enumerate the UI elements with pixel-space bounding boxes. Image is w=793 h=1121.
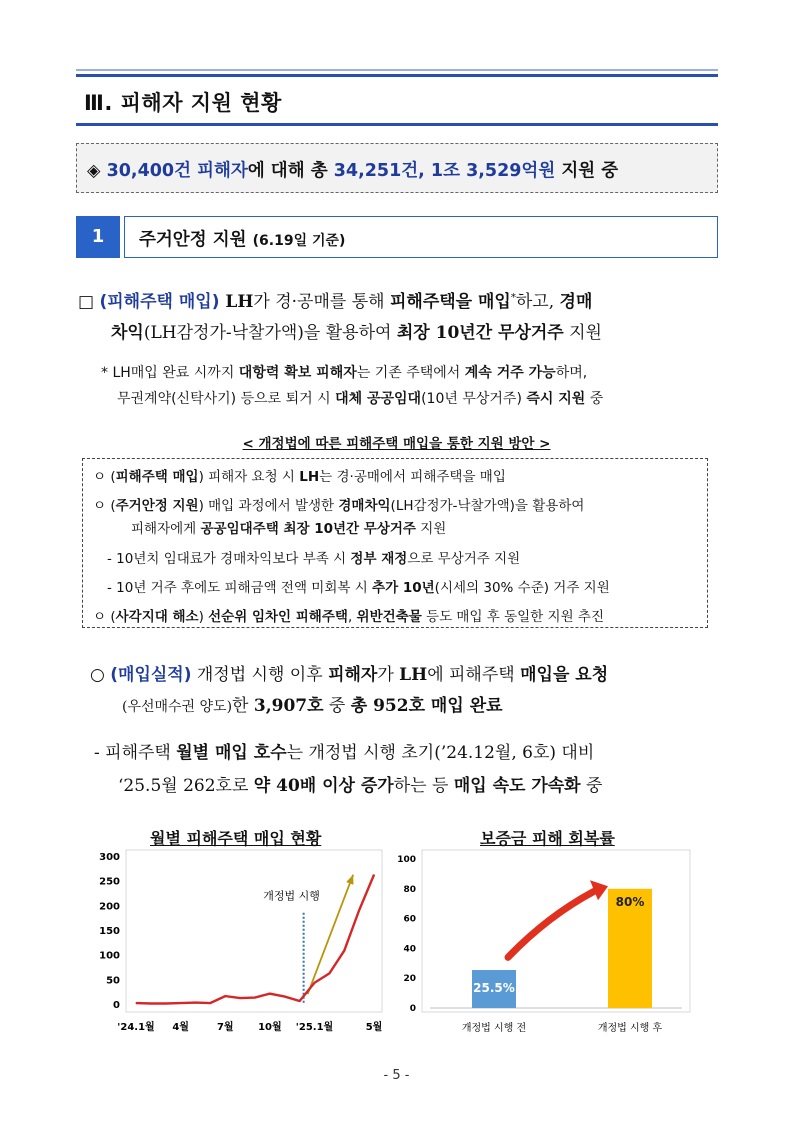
para3-line2: [118, 771, 602, 796]
data-point: [195, 1002, 196, 1003]
policy-row: [131, 517, 446, 537]
policy-emph: 추가 10년: [372, 580, 435, 596]
policy-text: 지원: [415, 521, 447, 537]
x-tick-label: '25.1월: [295, 1022, 334, 1033]
data-point: [359, 910, 360, 911]
data-point: [135, 1002, 136, 1003]
para1-text: 가 경·공매를 통해: [253, 292, 390, 312]
summary-mid: 에 대해 총: [247, 161, 334, 181]
policy-text: ㅇ (: [93, 498, 116, 514]
note-emph: 계속 거주 가능: [464, 365, 556, 381]
summary-tail: 지원 중: [555, 161, 619, 181]
note-text: (10년 무상거주): [421, 391, 527, 407]
y-tick-label: 150: [99, 926, 120, 937]
policy-row: [107, 547, 520, 567]
bar-chart-title: 보증금 피해 회복률: [480, 829, 615, 848]
data-point: [180, 1002, 181, 1003]
summary-line: [87, 157, 618, 182]
policy-text: ) 피해자 요청 시: [198, 469, 300, 485]
para2-emph: 매입을 요청: [520, 665, 609, 685]
data-point: [240, 997, 241, 998]
section-title: Ⅲ. 피해자 지원 현황: [84, 91, 282, 115]
policy-emph: LH: [299, 469, 320, 485]
policy-title: [0, 432, 793, 452]
para1-emph: 경매: [559, 292, 593, 312]
policy-text: ,: [347, 609, 357, 625]
x-tick-label: 4월: [172, 1022, 189, 1033]
x-category-label: 개정법 시행 후: [597, 1023, 663, 1034]
policy-text: ) 매입 과정에서 발생한: [198, 498, 339, 514]
note-text: * LH매입 완료 시까지: [101, 365, 239, 381]
y-tick-label: 0: [113, 1000, 120, 1011]
subsection-title: [139, 226, 345, 251]
policy-box: [82, 458, 708, 628]
note-text: 무권계약(신탁사기) 등으로 퇴거 시: [117, 391, 336, 407]
note-emph: 즉시 지원: [526, 391, 586, 407]
y-tick-label: 20: [403, 974, 416, 985]
line-chart-title: 월별 피해주택 매입 현황: [150, 829, 322, 848]
data-point: [150, 1003, 151, 1004]
para2-line2: [122, 691, 503, 716]
para2-text: 에 피해주택: [427, 665, 521, 685]
para2-text: 개정법 시행 이후: [191, 665, 329, 685]
policy-text: (LH감정가-낙찰가액)을 활용하여: [390, 498, 585, 514]
subsection-title-text: 주거안정 지원: [139, 230, 247, 250]
y-tick-label: 50: [106, 975, 120, 987]
para1-text: 지원: [563, 323, 602, 343]
policy-text: - 10년 거주 후에도 피해금액 전액 미회복 시: [107, 580, 373, 596]
para2-text: 가: [377, 665, 400, 685]
para3-text: 하는 등: [393, 776, 454, 796]
circle-bullet: ○: [90, 665, 105, 685]
policy-emph: 정부 재정: [350, 551, 408, 567]
policy-text: 등도 매입 후 동일한 지원 추진: [421, 609, 604, 625]
para1-emph: 차익: [111, 323, 144, 343]
para2-text: (우선매수권 양도): [122, 699, 233, 715]
policy-text: ㅇ (: [93, 469, 116, 485]
y-tick-label: 300: [99, 852, 120, 863]
para2-text: 중: [323, 696, 351, 716]
para3-text: 는 개정법 시행 초기(’24.12월, 6호) 대비: [286, 743, 595, 763]
annotation-label: 개정법 시행: [263, 889, 320, 903]
plot-frame: [126, 850, 382, 1012]
x-tick-label: '24.1월: [117, 1022, 155, 1033]
policy-text: ㅇ (: [93, 609, 116, 625]
policy-row: [93, 494, 584, 514]
y-tick-label: 200: [99, 901, 120, 913]
policy-row: [93, 465, 506, 485]
page-number: - 5 -: [383, 1068, 410, 1083]
x-category-label: 개정법 시행 전: [461, 1023, 527, 1034]
bar-value-label: 80%: [615, 894, 645, 909]
para2-label: (매입실적): [110, 665, 192, 685]
y-tick-label: 250: [99, 876, 120, 888]
para1-label: (피해주택 매입): [99, 292, 220, 312]
para2-emph: 피해자: [328, 665, 378, 685]
para3-text: ‘25.5월 262호로: [118, 776, 254, 796]
y-tick-label: 60: [403, 914, 416, 925]
data-point: [269, 993, 270, 994]
policy-text: (시세의 30% 수준) 거주 지원: [434, 580, 610, 596]
summary-count: 30,400건 피해자: [106, 161, 248, 181]
subsection-number: 1: [76, 216, 120, 258]
para1-emph: 최장 10년간 무상거주: [396, 323, 564, 343]
note-emph: 대항력 확보 피해자: [238, 365, 357, 381]
x-tick-label: 10월: [258, 1022, 282, 1033]
para2-text: 한: [232, 696, 254, 716]
line-chart: [86, 846, 396, 1038]
checkbox-bullet: □: [78, 292, 95, 312]
note-text: 하며,: [555, 365, 588, 381]
policy-text: 는 경·공매에서 피해주택을 매입: [319, 469, 506, 485]
data-point: [225, 996, 226, 997]
data-point: [344, 950, 345, 951]
note-text: 중: [585, 391, 604, 407]
data-point: [373, 874, 374, 875]
note-text: 는 기존 주택에서: [356, 365, 465, 381]
summary-box: [76, 143, 718, 193]
policy-emph: 경매차익: [338, 498, 391, 514]
subsection-date: (6.19일 기준): [252, 233, 346, 249]
data-point: [314, 982, 315, 983]
footnote-star: *: [510, 292, 516, 304]
para3-emph: 월별 매입 호수: [176, 743, 287, 763]
note-line1: [101, 362, 587, 382]
policy-row: [93, 605, 604, 625]
policy-text: ): [198, 609, 209, 625]
para1-line1: [78, 287, 592, 312]
y-tick-label: 40: [403, 944, 416, 955]
y-tick-label: 100: [99, 950, 120, 962]
para1-emph: 피해주택을 매입: [389, 292, 511, 312]
x-tick-label: 5월: [365, 1022, 383, 1033]
policy-title-text: < 개정법에 따른 피해주택 매입을 통한 지원 방안 >: [242, 436, 551, 452]
x-tick-label: 7월: [216, 1022, 234, 1033]
bar-chart: [394, 846, 694, 1038]
para1-lh: LH: [219, 292, 254, 312]
policy-emph: 공공임대주택 최장 10년간 무상거주: [200, 521, 416, 537]
summary-total: 34,251건, 1조 3,529억원: [333, 161, 556, 181]
subsection-title-box: [124, 216, 718, 258]
diamond-bullet: ◈: [87, 161, 101, 181]
para3-emph: 약 40배 이상 증가: [253, 776, 394, 796]
note-emph: 대체 공공임대: [335, 391, 422, 407]
para2-emph: 3,907호: [253, 696, 324, 716]
policy-text: 으로 무상거주 지원: [407, 551, 521, 567]
data-point: [329, 973, 330, 974]
para3-line1: [94, 738, 594, 763]
para1-text: 하고,: [515, 292, 560, 312]
policy-emph: 선순위 임차인 피해주택: [208, 609, 348, 625]
bar-value-label: 25.5%: [473, 981, 515, 996]
para3-emph: 매입 속도 가속화: [453, 776, 581, 796]
para1-text: (LH감정가-낙찰가액)을 활용하여: [143, 323, 397, 343]
para2-emph: 총 952호 매입 완료: [350, 696, 503, 716]
data-point: [284, 996, 285, 997]
para3-text: - 피해주택: [94, 743, 177, 763]
para2-line1: [90, 660, 608, 685]
para2-emph: LH: [399, 665, 428, 685]
policy-row: [107, 576, 610, 596]
data-point: [254, 997, 255, 998]
policy-text: - 10년치 임대료가 경매차익보다 부족 시: [107, 551, 351, 567]
y-tick-label: 0: [409, 1004, 416, 1014]
policy-text: 피해자에게: [131, 521, 201, 537]
policy-emph: 위반건축물: [356, 609, 422, 625]
y-tick-label: 100: [397, 855, 416, 865]
para1-line2: [111, 318, 602, 343]
data-point: [210, 1002, 211, 1003]
para3-text: 중: [580, 776, 603, 796]
data-point: [299, 1000, 300, 1001]
section-header: [76, 74, 718, 126]
note-line2: [117, 388, 603, 408]
policy-emph: 사각지대 해소: [115, 609, 199, 625]
data-point: [165, 1003, 166, 1004]
y-tick-label: 80: [403, 884, 416, 895]
policy-emph: 피해주택 매입: [115, 469, 199, 485]
policy-emph: 주거안정 지원: [115, 498, 199, 514]
